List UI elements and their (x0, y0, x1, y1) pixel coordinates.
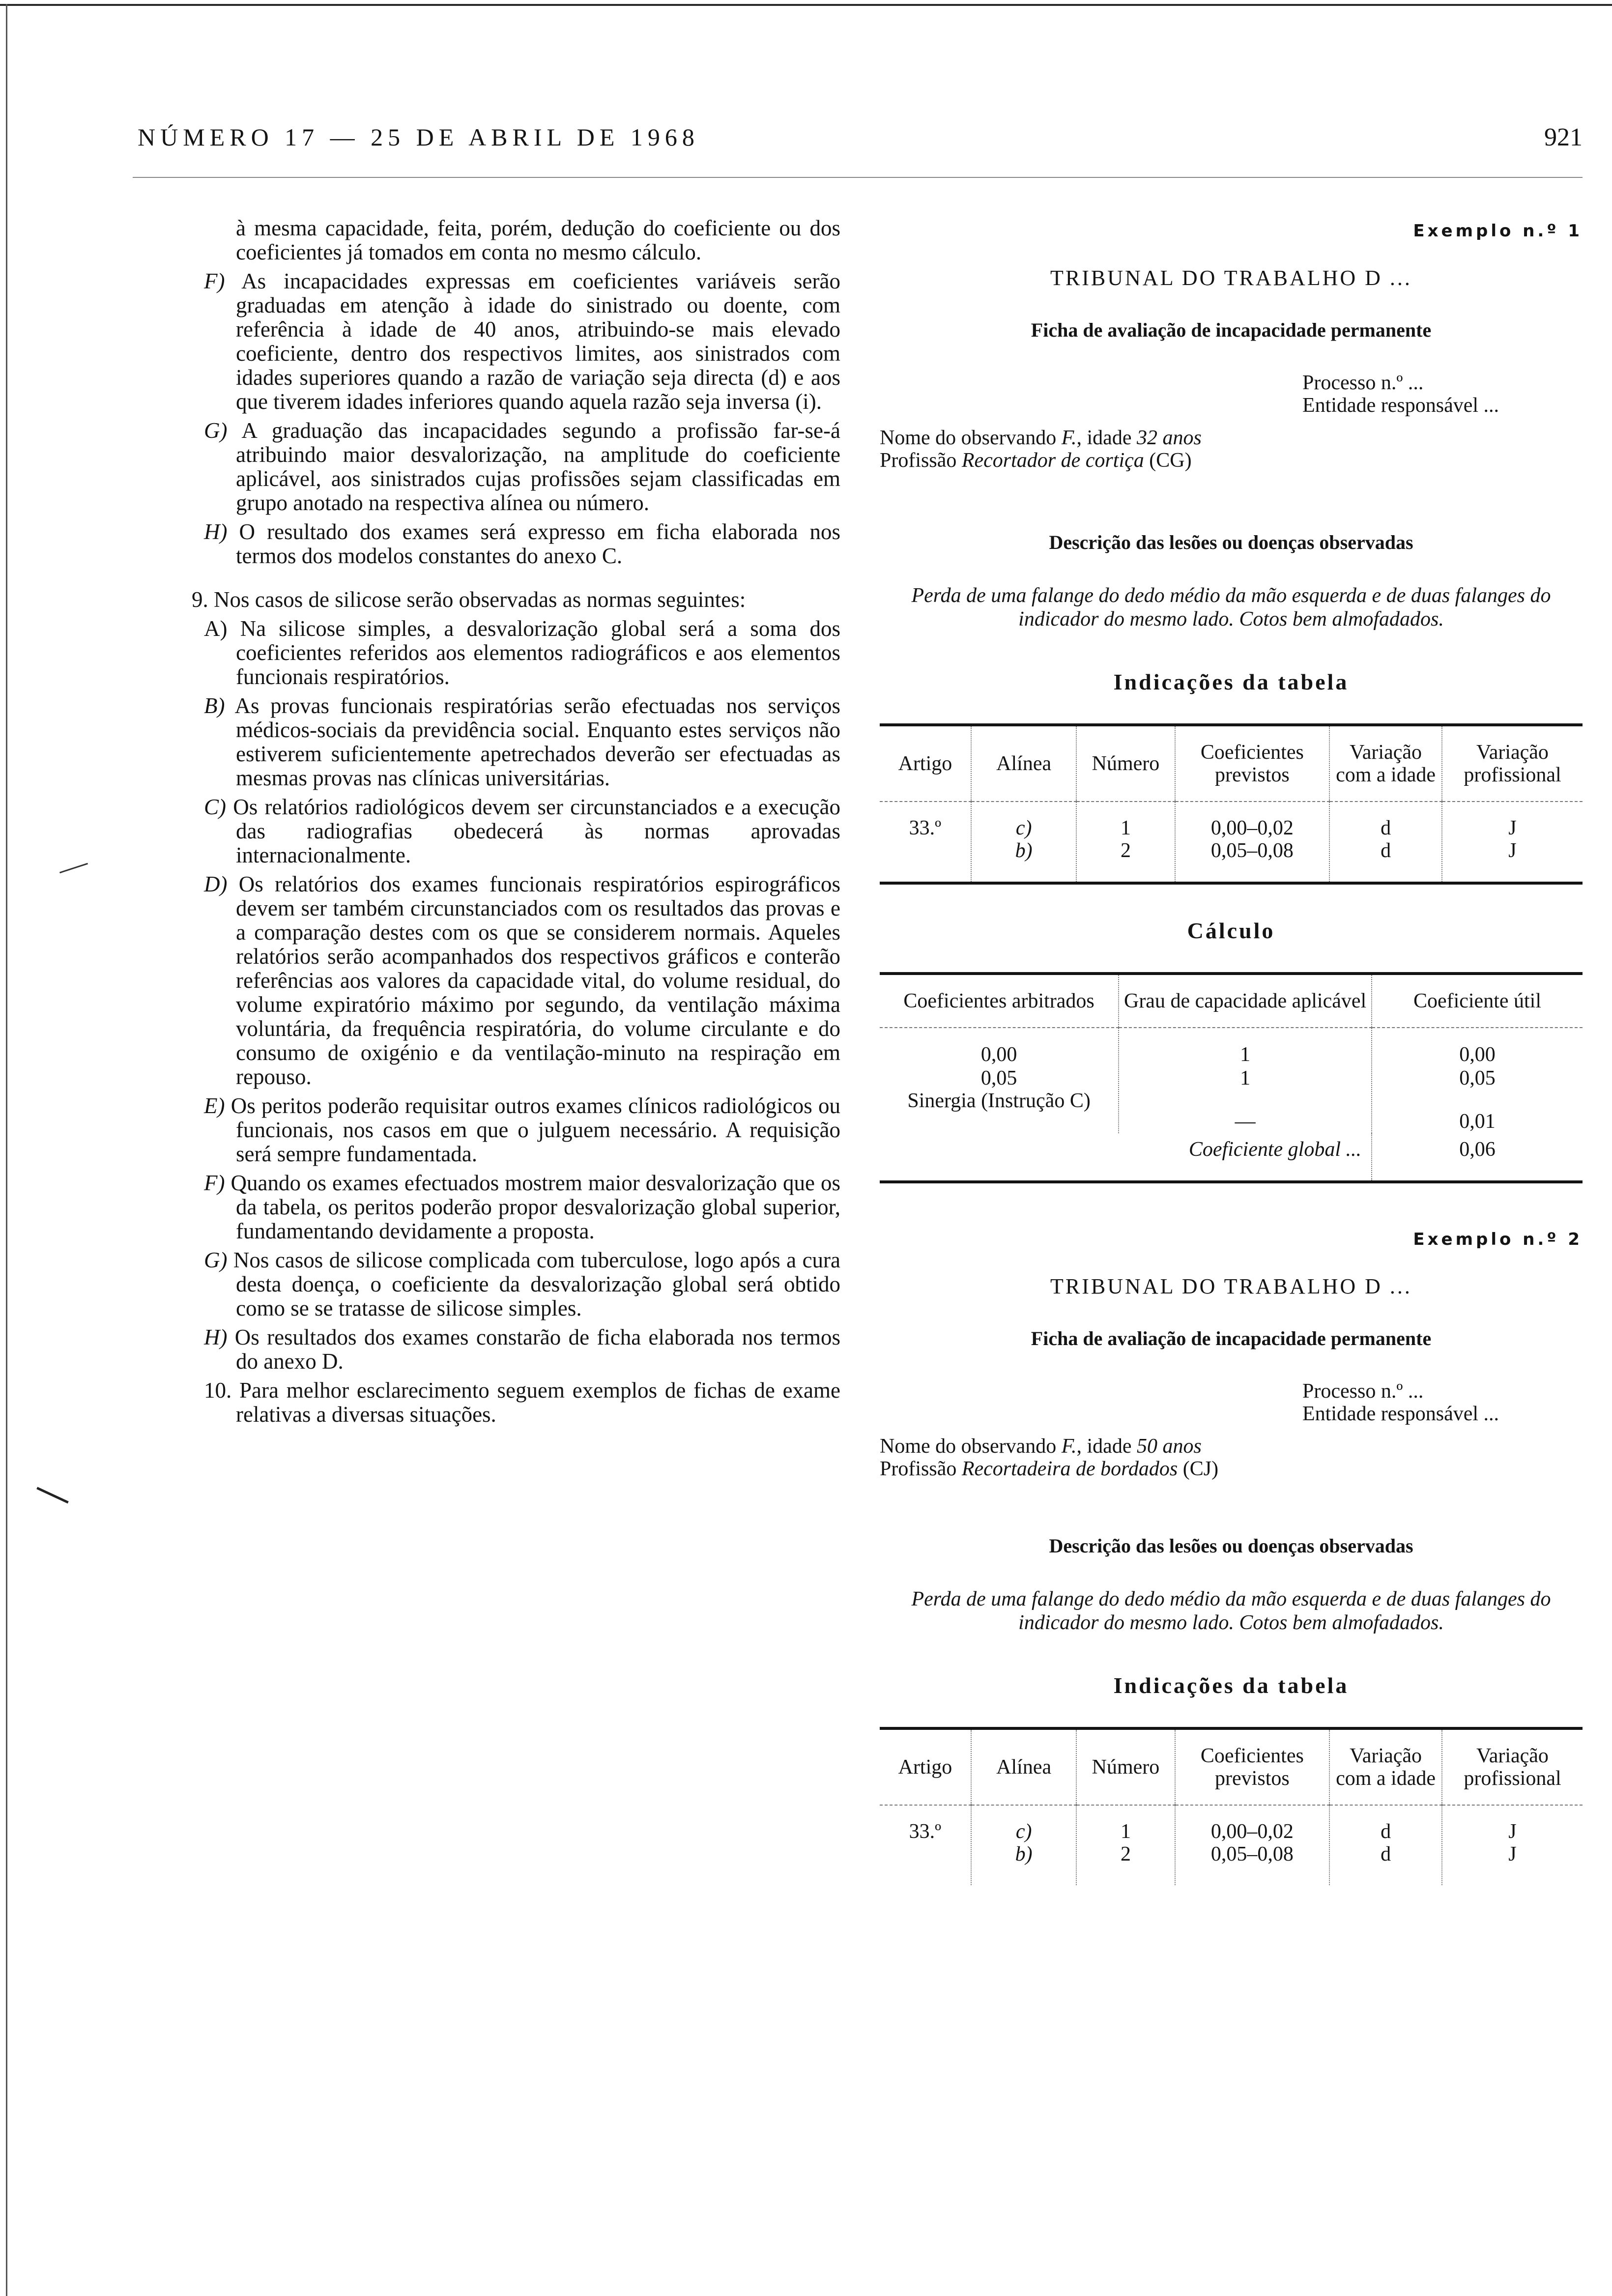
example-1 (880, 219, 1583, 1183)
clause-e (162, 1094, 840, 1166)
form-title: Ficha de avaliação de incapacidade permanente (1031, 1327, 1432, 1349)
name-value: F. (1061, 1435, 1077, 1458)
alinea-1: c) (1015, 817, 1032, 839)
table-row (880, 802, 1583, 883)
clause-text: Nos casos de silicose complicada com tuberculose, logo após a cura desta doença, o coeficiente da desvalorização global será obtido como se se tratasse de silicose simples. (233, 1248, 840, 1320)
description-title: Descrição das lesões ou doenças observadas (1049, 531, 1413, 553)
table-header-row (880, 725, 1583, 802)
util-3: 0,01 (1459, 1110, 1496, 1133)
table-indications-title: Indicações da tabela (1113, 1673, 1349, 1698)
profession-value: Recortadeira de bordados (961, 1458, 1178, 1480)
coef-2: 0,05–0,08 (1210, 1843, 1294, 1866)
observed-name-line (880, 427, 1583, 449)
clause-text: O resultado dos exames será expresso em ficha elaborada nos termos dos modelos constantes do anexo C. (236, 519, 840, 568)
idade-2: d (1381, 1843, 1391, 1866)
description-title: Descrição das lesões ou doenças observadas (1049, 1535, 1413, 1557)
process-block (1302, 372, 1583, 417)
page-left-border (6, 4, 7, 2296)
header-numero: Número (1076, 1728, 1175, 1805)
prof-2: J (1508, 839, 1517, 862)
form-title: Ficha de avaliação de incapacidade permanente (1031, 319, 1432, 341)
observed-person (880, 1435, 1583, 1480)
cell-util (1372, 1028, 1583, 1133)
table-indications-title: Indicações da tabela (1113, 669, 1349, 694)
clause-label: H) (204, 519, 228, 544)
clause-label: H) (204, 1325, 228, 1349)
cell-numero (1076, 1805, 1175, 1885)
clause-text: Os relatórios dos exames funcionais respiratórios espirográficos devem ser também circunstanciados com os resultados das provas e a comparação destes com os que se considerem normais. Aqueles relatórios serão acompanhados dos respectivos gráficos e conterão referências aos valores da capacidade vital, do volume residual, do volume expiratório máximo por segundo, da ventilação máxima voluntária, da frequência respiratória, do volume circulante e do consumo de oxigénio e da ventilação-minuto na respiração em repouso. (236, 872, 840, 1089)
util-2: 0,05 (1459, 1067, 1496, 1090)
coef-1: 0,00–0,02 (1210, 1820, 1294, 1843)
header-arbitrados: Coeficientes arbitrados (880, 974, 1119, 1028)
right-column (880, 216, 1583, 1885)
calculation-title: Cálculo (1187, 918, 1275, 943)
clause-b (162, 694, 840, 790)
clause-text: A graduação das incapacidades segundo a profissão far-se-á atribuindo maior desvalorização, na amplitude do coeficiente aplicável, aos sinistrados cujas profissões sejam classificadas em grupo anotado na respectiva alínea ou número. (236, 418, 840, 515)
coef-2: 0,05–0,08 (1210, 839, 1294, 862)
paragraph-continuation: à mesma capacidade, feita, porém, dedução do coeficiente ou dos coeficientes já tomados em conta no mesmo cálculo. (236, 216, 840, 264)
header-coeficientes: Coeficientes previstos (1175, 1728, 1330, 1805)
clause-h2 (162, 1325, 840, 1374)
margin-mark (59, 863, 88, 873)
clause-text: As incapacidades expressas em coeficientes variáveis serão graduadas em atenção à idade do sinistrado ou doente, com referência à idade de 40 anos, atribuindo-se mais elevado coeficiente, dentro dos respectivos limites, aos sinistrados com idades superiores quando a razão de variação seja directa (d) e aos que tiverem idades inferiores quando aquela razão seja inversa (i). (236, 269, 840, 414)
clause-h1 (162, 520, 840, 568)
header-numero: Número (1076, 725, 1175, 802)
clause-f2 (162, 1171, 840, 1243)
tribunal-title: TRIBUNAL DO TRABALHO D ... (1050, 266, 1412, 290)
numero-1: 1 (1120, 817, 1131, 839)
prof-2: J (1508, 1843, 1517, 1866)
observed-name-line (880, 1435, 1583, 1458)
table-row (880, 1805, 1583, 1885)
header-variacao-idade: Variação com a idade (1329, 1728, 1442, 1805)
page-number: 921 (1544, 123, 1583, 151)
idade-1: d (1381, 1820, 1391, 1843)
calc-header-row (880, 974, 1583, 1028)
prof-1: J (1508, 1820, 1517, 1843)
cell-artigo: 33.º (909, 1820, 942, 1843)
clause-text: As provas funcionais respiratórias serão efectuadas nos serviços médicos-sociais da previdência social. Enquanto estes serviços não estiverem suficientemente apetrechados deverão ser efectuadas as mesmas provas nas clínicas universitárias. (234, 693, 840, 790)
cell-artigo: 33.º (880, 802, 971, 883)
indications-table (880, 723, 1583, 885)
page-top-border (0, 4, 1612, 6)
cell-alinea (971, 802, 1077, 883)
clause-label: G) (204, 418, 228, 443)
age-prefix: , idade (1076, 427, 1132, 449)
example-2 (880, 1228, 1583, 1885)
journal-issue-title: NÚMERO 17 — 25 DE ABRIL DE 1968 (138, 123, 699, 151)
global-label: Coeficiente global ... (880, 1133, 1372, 1182)
age-prefix: , idade (1076, 1435, 1132, 1458)
process-block (1302, 1380, 1583, 1425)
header-coeficientes: Coeficientes previstos (1175, 725, 1330, 802)
arbitrado-1: 0,00 (980, 1043, 1017, 1066)
cell-variacao-idade (1329, 802, 1442, 883)
indications-table (880, 1727, 1583, 1885)
clause-d (162, 872, 840, 1089)
header-variacao-profissional: Variação profissional (1442, 725, 1583, 802)
clause-text: Na silicose simples, a desvalorização global será a soma dos coeficientes referidos aos elementos radiográficos e aos elementos funcionais respiratórios. (236, 616, 841, 689)
cell-grau (1119, 1028, 1372, 1133)
profession-line (880, 1458, 1583, 1480)
clause-f1 (162, 269, 840, 414)
clause-text: Os peritos poderão requisitar outros exames clínicos radiológicos ou funcionais, nos casos em que o julguem necessário. A requisição será sempre fundamentada. (230, 1093, 840, 1166)
clause-label: B) (204, 693, 225, 718)
age-value: 32 anos (1136, 427, 1202, 449)
global-value: 0,06 (1372, 1133, 1583, 1182)
clause-label: G) (204, 1248, 228, 1272)
example-label: Exemplo n.º 2 (1413, 1230, 1583, 1249)
profession-code: (CG) (1149, 449, 1192, 472)
numero-2: 2 (1120, 1843, 1131, 1866)
table-header-row (880, 1728, 1583, 1805)
cell-numero (1076, 802, 1175, 883)
alinea-1: c) (1015, 1820, 1032, 1843)
header-artigo: Artigo (880, 1728, 971, 1805)
clause-label: C) (204, 795, 226, 819)
profession-line (880, 449, 1583, 472)
util-1: 0,00 (1459, 1043, 1496, 1066)
responsible-entity: Entidade responsável ... (1302, 394, 1499, 417)
responsible-entity: Entidade responsável ... (1302, 1403, 1499, 1425)
header-grau: Grau de capacidade aplicável (1119, 974, 1372, 1028)
cell-coeficientes (1175, 802, 1330, 883)
process-number: Processo n.º ... (1302, 372, 1424, 394)
cell-arbitrados (880, 1028, 1119, 1133)
alinea-2: b) (1015, 1843, 1033, 1866)
grau-1: 1 (1240, 1043, 1251, 1066)
header-divider (133, 177, 1583, 178)
name-value: F. (1061, 427, 1077, 449)
numero-2: 2 (1120, 839, 1131, 862)
paragraph-10: 10. Para melhor esclarecimento seguem exemplos de fichas de exame relativas a diversas situações. (204, 1378, 840, 1427)
clause-label: F) (204, 1171, 225, 1195)
coef-1: 0,00–0,02 (1210, 817, 1294, 839)
cell-variacao-profissional (1442, 1805, 1583, 1885)
clause-c (162, 795, 840, 867)
name-prefix: Nome do observando (880, 427, 1057, 449)
clause-label: F) (204, 269, 225, 293)
description-text: Perda de uma falange do dedo médio da mão esquerda e de duas falanges do indicador do mesmo lado. Cotos bem almofadados. (911, 1588, 1551, 1634)
tribunal-title: TRIBUNAL DO TRABALHO D ... (1050, 1274, 1412, 1298)
left-column (162, 216, 840, 1432)
cell-variacao-profissional (1442, 802, 1583, 883)
profession-prefix: Profissão (880, 1458, 957, 1480)
header-artigo: Artigo (880, 725, 971, 802)
clause-g1 (162, 419, 840, 515)
profession-value: Recortador de cortiça (961, 449, 1144, 472)
clause-text: Os relatórios radiológicos devem ser circunstanciados e a execução das radiografias obedecerá às normas aprovadas internacionalmente. (233, 795, 841, 867)
arbitrado-3: Sinergia (Instrução C) (907, 1090, 1091, 1112)
clause-a (162, 617, 840, 689)
header-util: Coeficiente útil (1372, 974, 1583, 1028)
header-alinea: Alínea (971, 1728, 1077, 1805)
clause-text: Quando os exames efectuados mostrem maior desvalorização que os da tabela, os peritos poderão propor desvalorização global superior, fundamentando devidamente a proposta. (230, 1171, 841, 1243)
cell-coeficientes (1175, 1805, 1330, 1885)
prof-1: J (1508, 817, 1517, 839)
header-variacao-profissional: Variação profissional (1442, 1728, 1583, 1805)
header-variacao-idade: Variação com a idade (1329, 725, 1442, 802)
clause-label: A) (204, 616, 228, 641)
page-header (138, 123, 1583, 162)
clause-g2 (162, 1248, 840, 1320)
clause-label: E) (204, 1093, 225, 1118)
idade-1: d (1381, 817, 1391, 839)
clause-label: D) (204, 872, 228, 896)
process-number: Processo n.º ... (1302, 1380, 1424, 1403)
grau-2: 1 (1240, 1067, 1251, 1090)
name-prefix: Nome do observando (880, 1435, 1057, 1458)
alinea-2: b) (1015, 839, 1033, 862)
example-label: Exemplo n.º 1 (1413, 221, 1583, 241)
calc-row (880, 1028, 1583, 1133)
numero-1: 1 (1120, 1820, 1131, 1843)
global-row (880, 1133, 1583, 1182)
clause-text: Os resultados dos exames constarão de ficha elaborada nos termos do anexo D. (234, 1325, 840, 1374)
cell-alinea (971, 1805, 1077, 1885)
profession-code: (CJ) (1182, 1458, 1219, 1480)
observed-person (880, 427, 1583, 472)
paragraph-9: 9. Nos casos de silicose serão observadas as normas seguintes: (192, 587, 746, 612)
calculation-table (880, 972, 1583, 1183)
margin-mark (36, 1487, 69, 1503)
header-alinea: Alínea (971, 725, 1077, 802)
arbitrado-2: 0,05 (980, 1067, 1017, 1090)
description-text: Perda de uma falange do dedo médio da mão esquerda e de duas falanges do indicador do mesmo lado. Cotos bem almofadados. (911, 584, 1551, 631)
cell-variacao-idade (1329, 1805, 1442, 1885)
grau-3: — (1235, 1110, 1256, 1133)
age-value: 50 anos (1136, 1435, 1202, 1458)
profession-prefix: Profissão (880, 449, 957, 472)
idade-2: d (1381, 839, 1391, 862)
